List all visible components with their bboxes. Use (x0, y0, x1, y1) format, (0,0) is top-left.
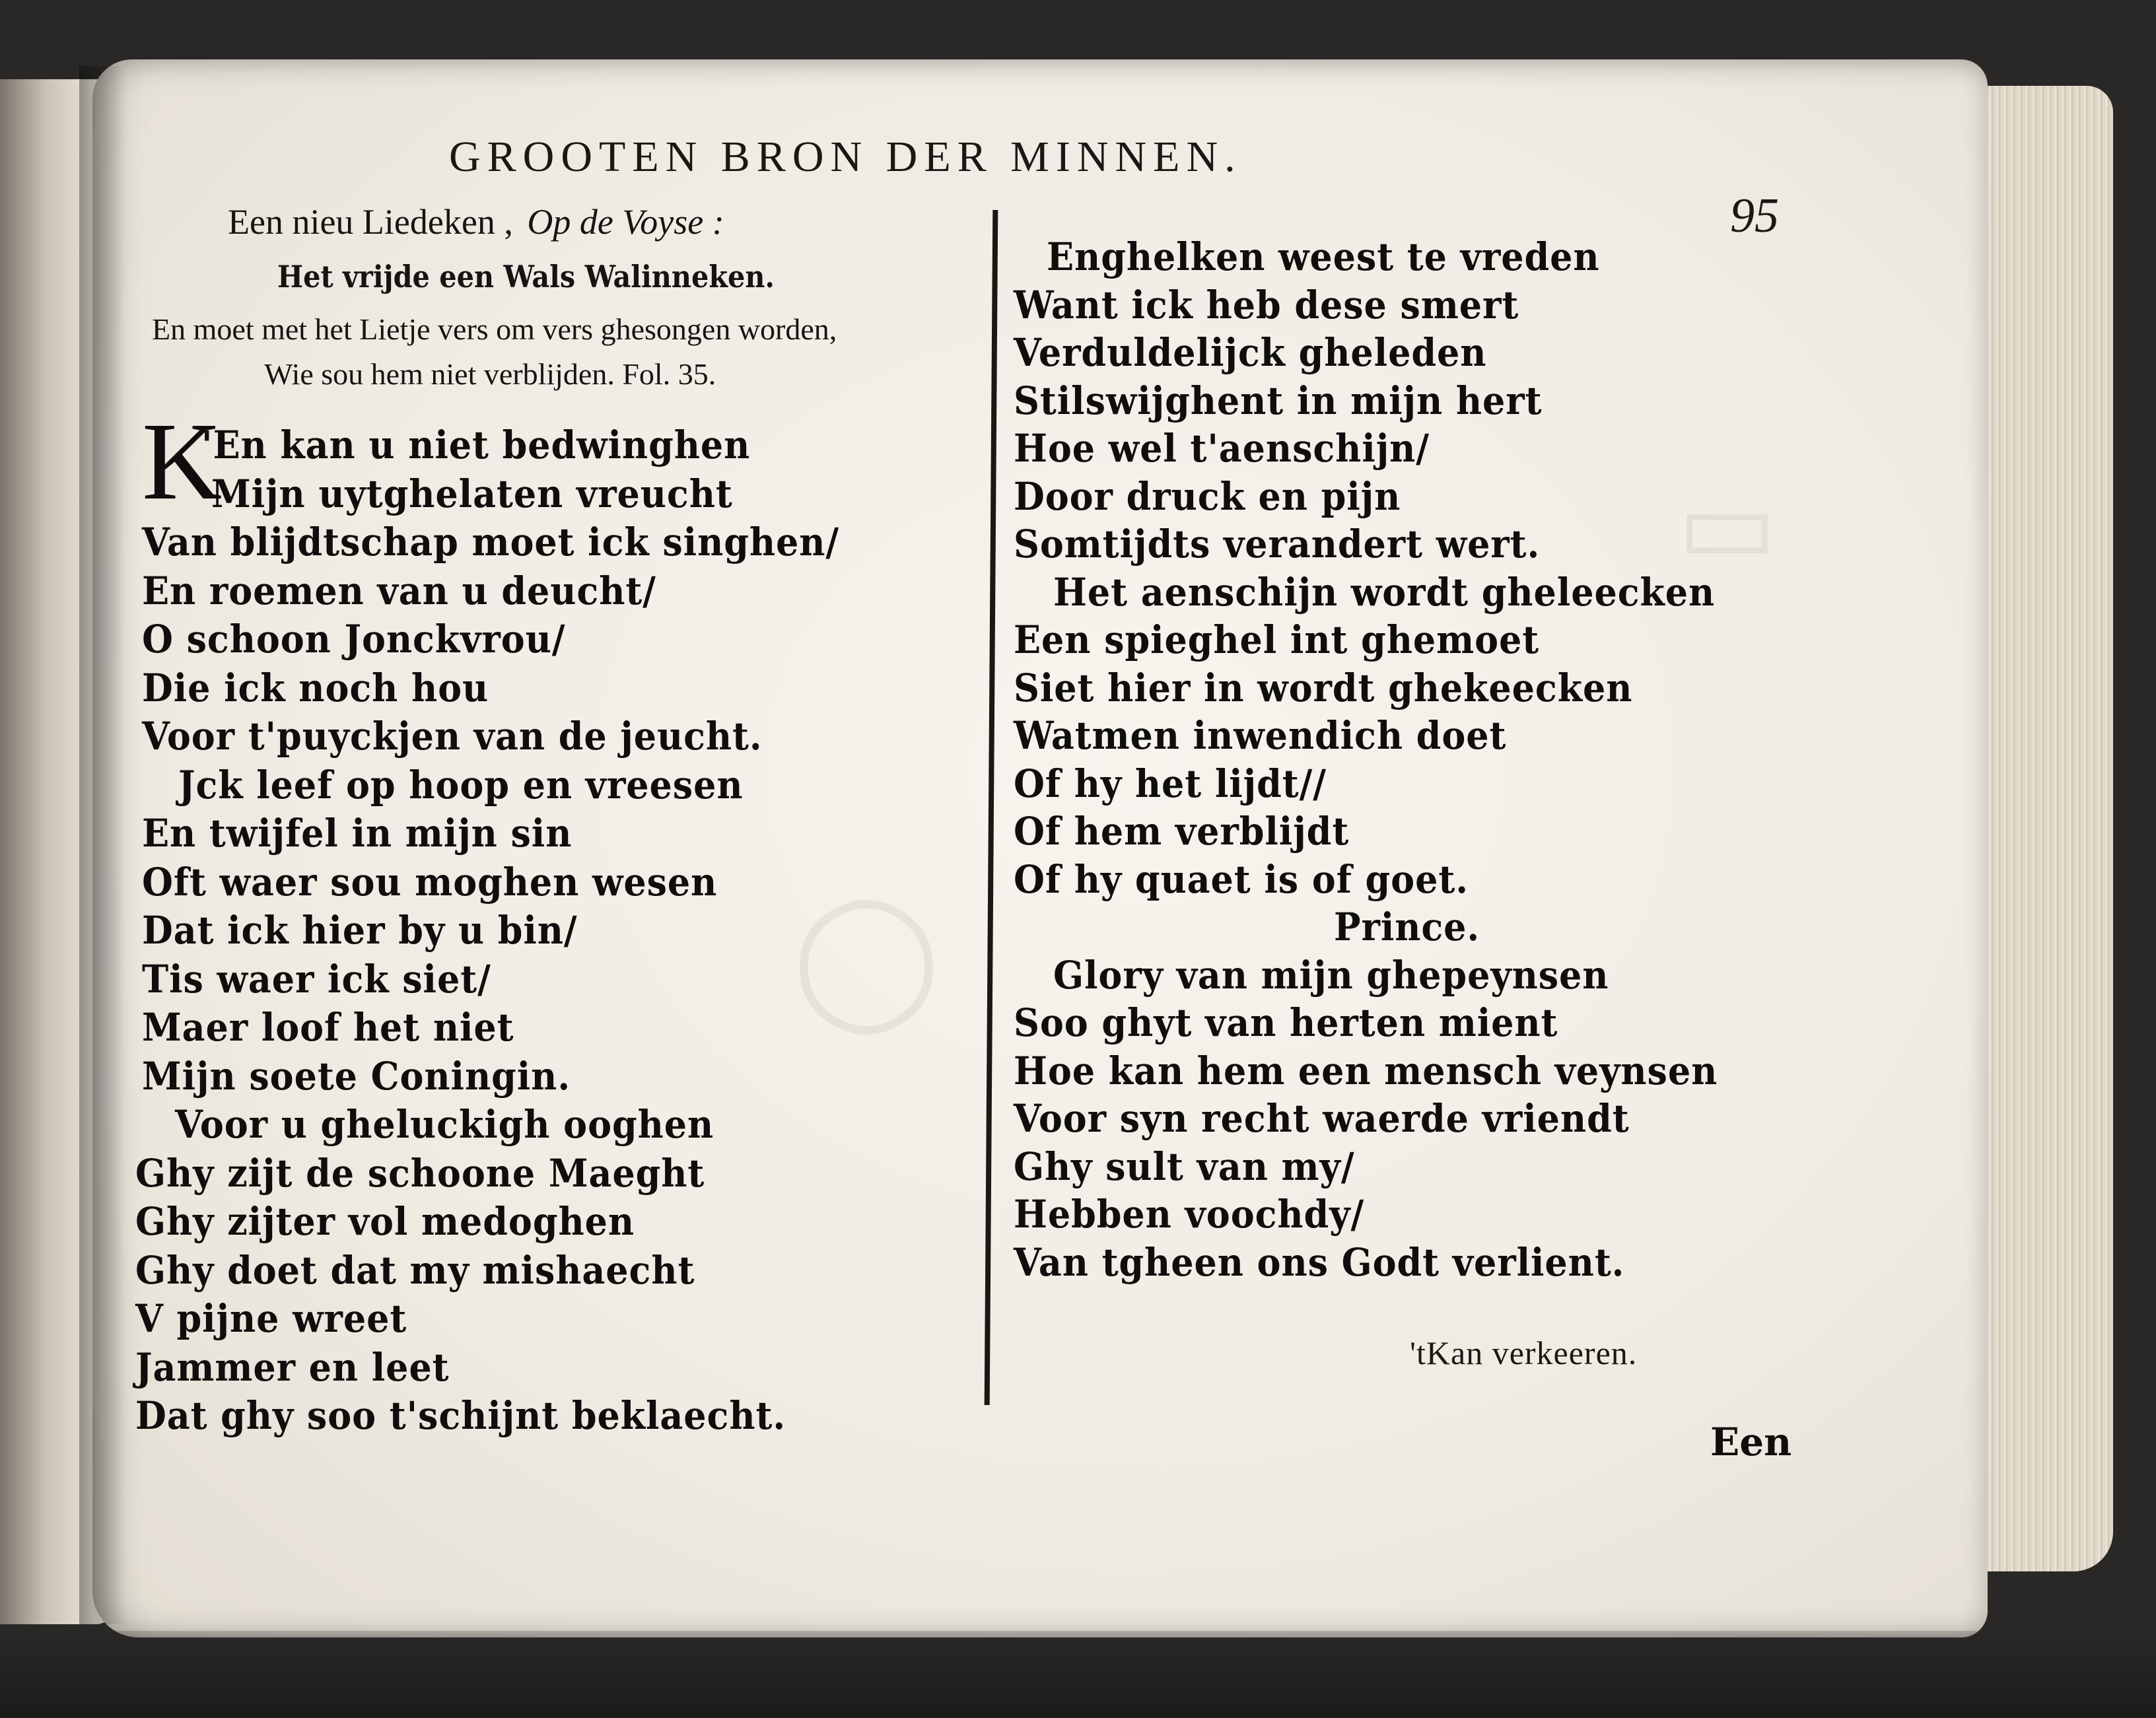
verse-line: Voor syn recht waerde vriendt (1014, 1096, 1630, 1141)
verse-line: Een spieghel int ghemoet (1014, 617, 1540, 662)
verse-line: Of hy quaet is of goet. (1014, 856, 1469, 902)
verse-line: Jck leef op hoop en vreesen (178, 762, 744, 807)
gutter-shadow (79, 66, 125, 1624)
running-head: GROOTEN BRON DER MINNEN. (449, 133, 1242, 181)
verse-line: O schoon Jonckvrou/ (142, 617, 566, 662)
verse-line: Oft waer sou moghen wesen (142, 859, 718, 905)
verse-line: Van blijdtschap moet ick singhen/ (142, 520, 840, 565)
verse-line: Hoe kan hem een mensch veynsen (1014, 1048, 1718, 1093)
verse-line: Ghy doet dat my mishaecht (135, 1247, 695, 1293)
verse-line: Voor t'puyckjen van de jeucht. (142, 714, 763, 759)
show-through-letter: ▭ (1677, 462, 1778, 586)
verse-line: Of hem verblijdt (1014, 809, 1350, 854)
verse-line: Tis waer ick siet/ (142, 956, 491, 1002)
verse-line: Mijn uytghelaten vreucht (211, 471, 733, 516)
verse-line: Somtijdts verandert wert. (1014, 522, 1541, 567)
verse-line: Van tgheen ons Godt verlient. (1014, 1239, 1625, 1285)
tune-label: Op de Voyse : (527, 202, 724, 242)
verse-line: Soo ghyt van herten mient (1014, 1000, 1558, 1045)
verse-line: Hebben voochdy/ (1014, 1192, 1365, 1237)
singing-instruction: En moet met het Lietje vers om vers ghesongen worden, (152, 312, 837, 346)
verse-line: Die ick noch hou (142, 665, 489, 710)
verse-line: Ghy zijt de schoone Maeght (135, 1150, 705, 1196)
verse-line: Glory van mijn ghepeynsen (1053, 952, 1609, 998)
catchword: Een (1710, 1420, 1792, 1464)
verse-line: Want ick heb dese smert (1014, 282, 1519, 327)
verse-line: Watmen inwendich doet (1014, 713, 1507, 758)
verse-line: Dat ghy soo t'schijnt beklaecht. (135, 1393, 786, 1438)
verse-line: Stilswijghent in mijn hert (1014, 378, 1543, 423)
verse-line: Enghelken weest te vreden (1047, 234, 1600, 279)
table-surface (0, 1631, 2156, 1718)
reference-line: Wie sou hem niet verblijden. Fol. 35. (264, 357, 716, 391)
verse-line: Hoe wel t'aenschijn/ (1014, 426, 1430, 471)
verse-line: Dat ick hier by u bin/ (142, 908, 578, 953)
verse-line: Of hy het lijdt// (1014, 761, 1327, 806)
prince-heading: Prince. (1334, 905, 1480, 949)
motto: 'tKan verkeeren. (1410, 1334, 1638, 1371)
drop-cap: K (142, 400, 223, 523)
page-number: 95 (1730, 189, 1779, 243)
verse-line: Door druck en pijn (1014, 473, 1401, 519)
verse-line: Siet hier in wordt ghekeecken (1014, 665, 1633, 710)
verse-line: En roemen van u deucht/ (142, 568, 656, 613)
verse-line: Ghy sult van my/ (1014, 1144, 1355, 1189)
verse-line: Voor u gheluckigh ooghen (175, 1102, 714, 1147)
verse-line: En twijfel in mijn sin (142, 811, 573, 856)
verse-line: Maer loof het niet (142, 1005, 514, 1050)
verse-line: Het aenschijn wordt gheleecken (1053, 569, 1716, 615)
song-title-line (228, 201, 724, 242)
verse-line: Jammer en leet (135, 1344, 450, 1390)
tune-name: Het vrijde een Wals Walinneken. (277, 259, 775, 294)
verse-line: Verduldelijck gheleden (1014, 330, 1487, 375)
verse-line: V pijne wreet (135, 1296, 407, 1341)
song-title: Een nieu Liedeken , (228, 202, 513, 242)
verse-line: Ghy zijter vol medoghen (135, 1199, 635, 1244)
verse-line: Mijn soete Coningin. (142, 1053, 571, 1099)
show-through-letter: ◯ (792, 878, 940, 1033)
verse-line: 'En kan u niet bedwinghen (201, 423, 751, 467)
